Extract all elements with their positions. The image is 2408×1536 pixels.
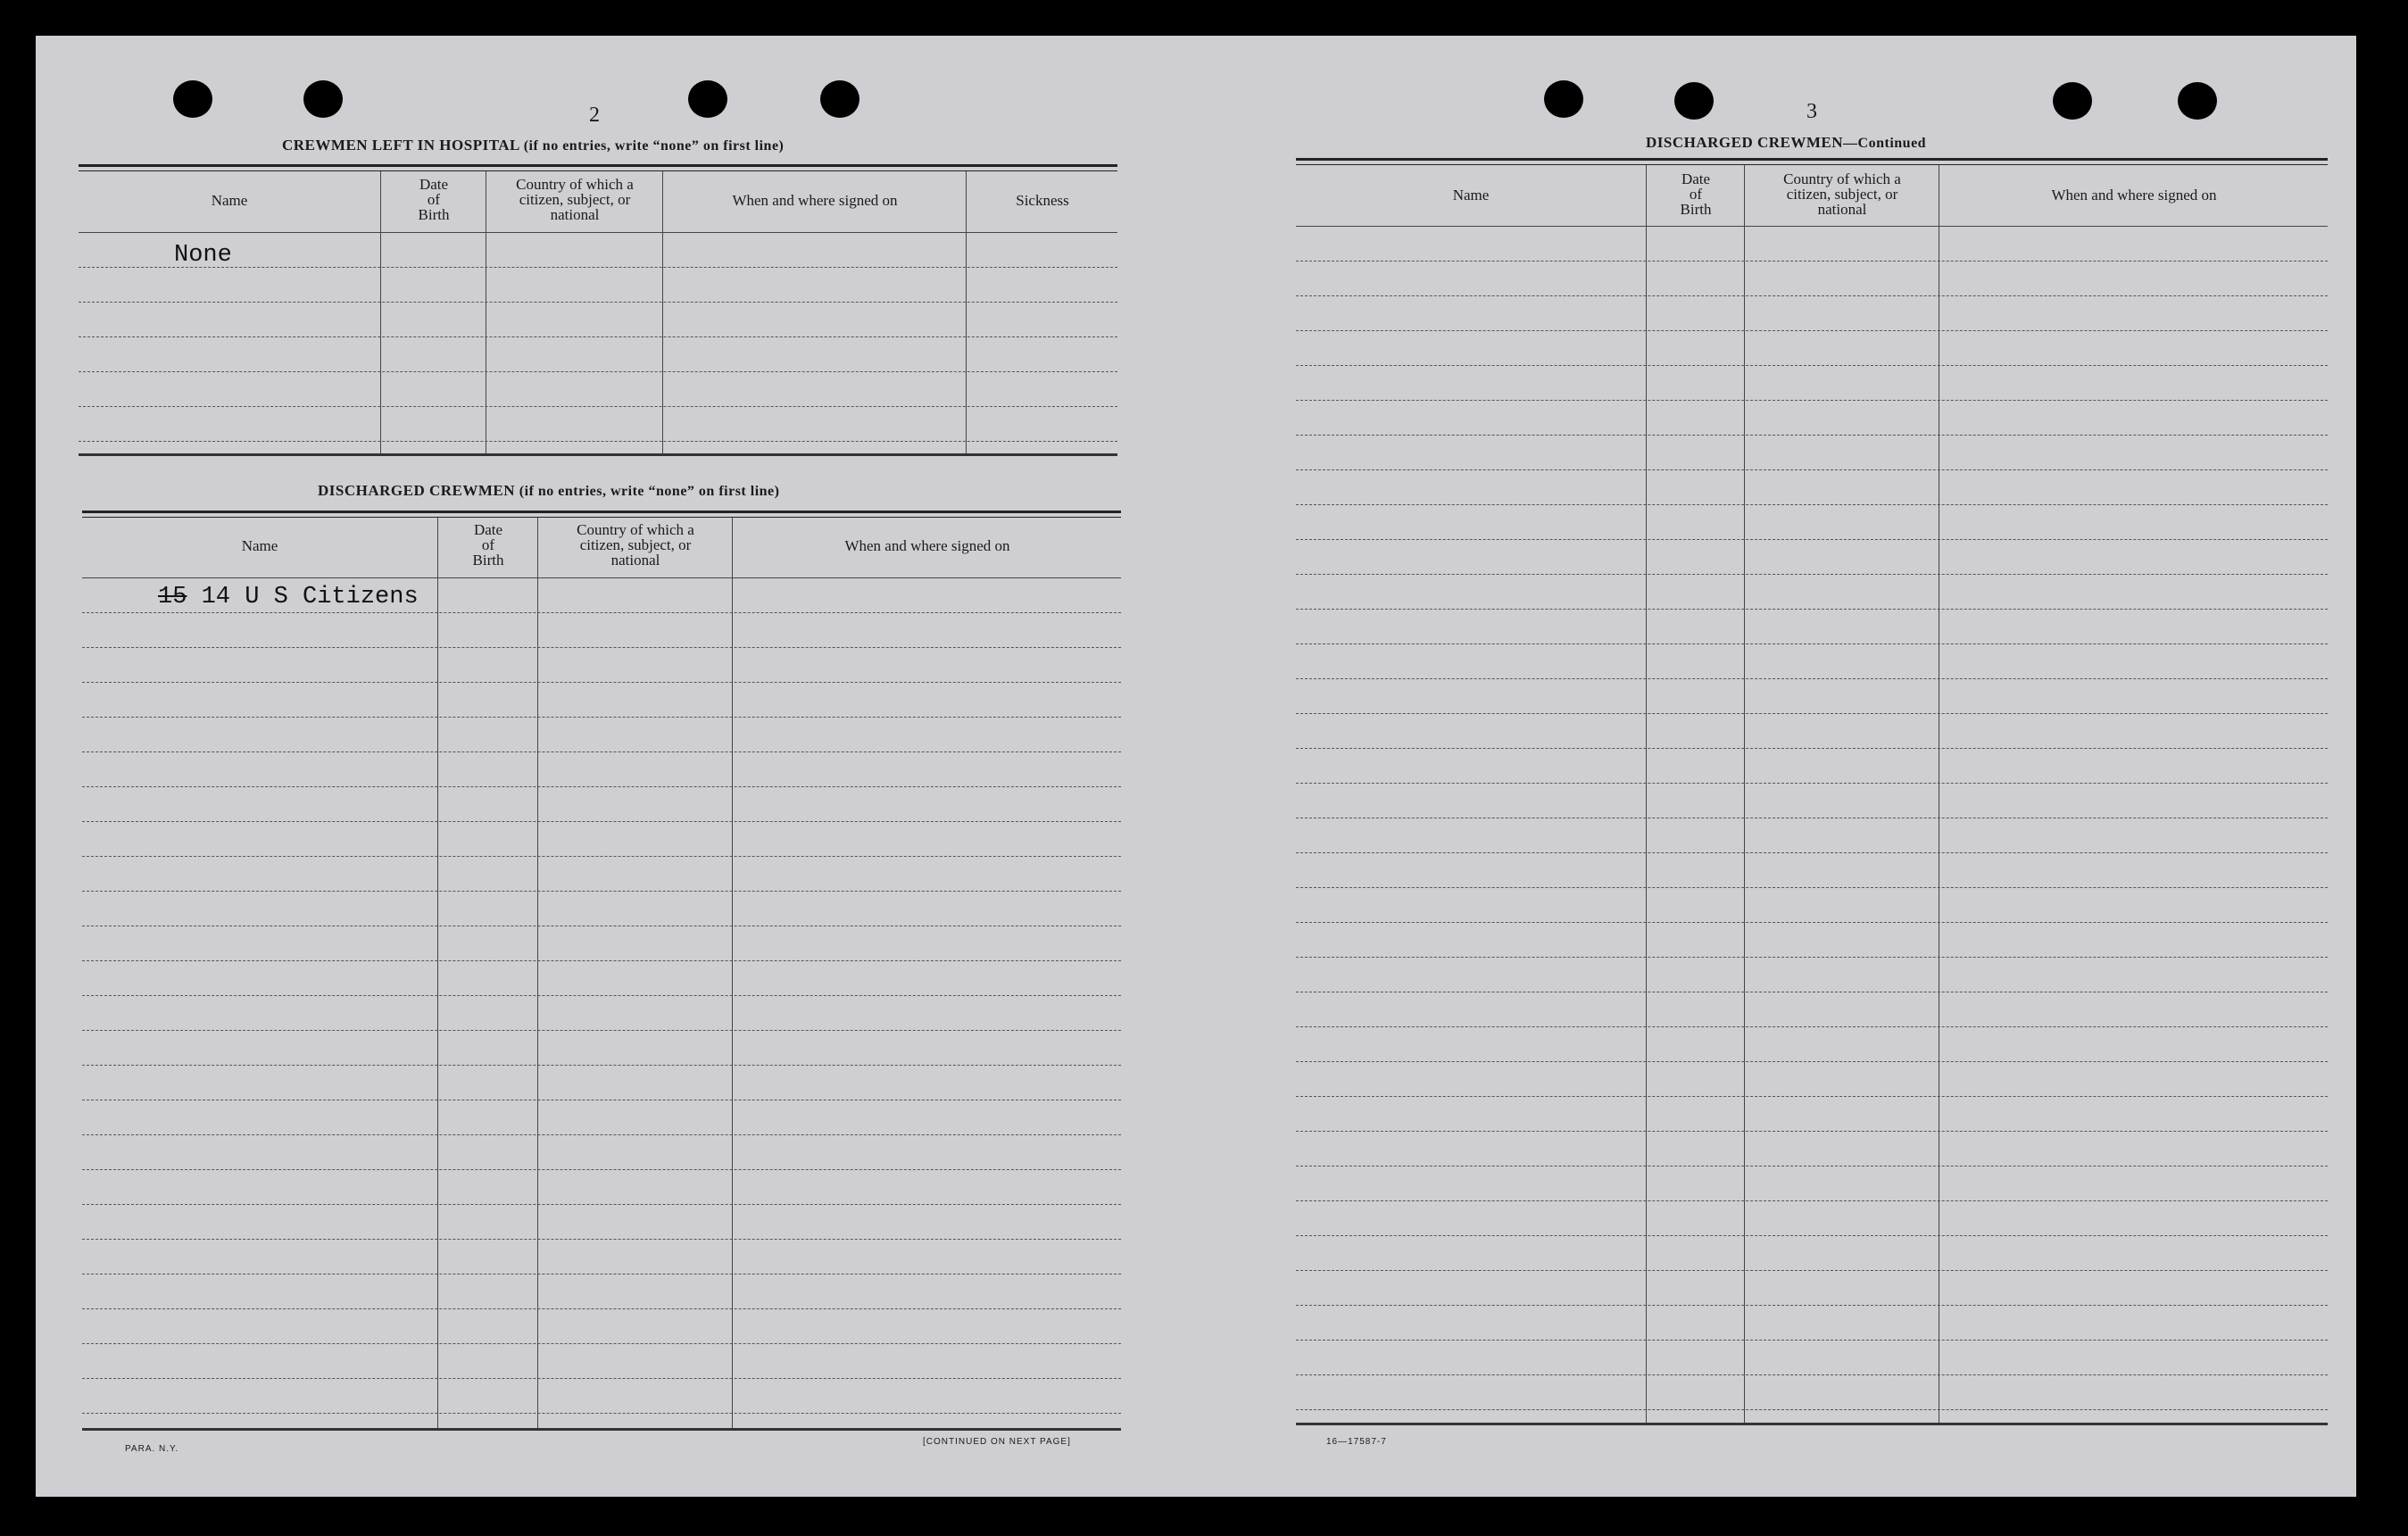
row-line xyxy=(82,717,1121,718)
row-line xyxy=(1296,330,2328,331)
form-number: 16—17587-7 xyxy=(1326,1437,1387,1447)
row-line xyxy=(82,682,1121,683)
row-line xyxy=(1296,261,2328,262)
punch-hole xyxy=(2178,82,2217,120)
row-line xyxy=(1296,1235,2328,1236)
column-line xyxy=(1744,165,1745,1423)
row-line xyxy=(1296,1061,2328,1062)
section-rule xyxy=(82,517,1121,518)
punch-hole xyxy=(2053,82,2092,120)
row-line xyxy=(1296,1340,2328,1341)
punch-hole xyxy=(303,80,343,118)
row-line xyxy=(79,371,1117,372)
row-line xyxy=(1296,887,2328,888)
page-number: 3 xyxy=(1806,100,1817,123)
header-country: Country of which a citizen, subject, or national xyxy=(577,521,694,569)
header-divider xyxy=(82,577,1121,578)
row-line xyxy=(82,1065,1121,1066)
row-line xyxy=(1296,748,2328,749)
row-line xyxy=(1296,1166,2328,1167)
column-line xyxy=(1646,165,1647,1423)
discharged-subtitle-text: (if no entries, write “none” on first line) xyxy=(519,484,780,499)
header-name: Name xyxy=(211,192,248,209)
header-when-where: When and where signed on xyxy=(844,537,1010,554)
column-line xyxy=(966,171,967,453)
row-line xyxy=(1296,783,2328,784)
row-line xyxy=(82,995,1121,996)
row-line xyxy=(1296,609,2328,610)
discharged-section-title xyxy=(318,482,779,500)
row-line xyxy=(82,891,1121,892)
header-divider xyxy=(79,232,1117,233)
row-line xyxy=(82,647,1121,648)
row-line xyxy=(79,302,1117,303)
header-country: Country of which a citizen, subject, or national xyxy=(1783,170,1901,218)
table-bottom-rule xyxy=(79,453,1117,456)
entry-text: 14 U S Citizens xyxy=(201,584,419,610)
section-rule xyxy=(79,170,1117,171)
row-line xyxy=(1296,713,2328,714)
section-rule xyxy=(82,511,1121,513)
row-line xyxy=(1296,469,2328,470)
row-line xyxy=(1296,574,2328,575)
hospital-first-entry: None xyxy=(174,242,232,269)
row-line xyxy=(1296,643,2328,644)
left-page xyxy=(36,36,1196,1497)
header-name: Name xyxy=(241,537,278,554)
row-line xyxy=(82,856,1121,857)
row-line xyxy=(1296,400,2328,401)
header-when-where: When and where signed on xyxy=(2051,187,2217,203)
table-bottom-rule xyxy=(1296,1423,2328,1425)
row-line xyxy=(79,406,1117,407)
row-line xyxy=(82,1239,1121,1240)
row-line xyxy=(1296,1305,2328,1306)
row-line xyxy=(1296,504,2328,505)
row-line xyxy=(82,612,1121,613)
column-line xyxy=(437,518,438,1428)
header-divider xyxy=(1296,226,2328,227)
continued-note: [CONTINUED ON NEXT PAGE] xyxy=(923,1437,1071,1447)
header-when-where: When and where signed on xyxy=(732,192,898,209)
table-bottom-rule xyxy=(82,1428,1121,1431)
punch-hole xyxy=(1674,82,1714,120)
section-rule xyxy=(1296,164,2328,165)
row-line xyxy=(82,1378,1121,1379)
header-date-of-birth: Date of Birth xyxy=(472,521,504,569)
row-line xyxy=(82,1030,1121,1031)
row-line xyxy=(1296,1200,2328,1201)
discharged-continued-title xyxy=(1646,134,1926,152)
row-line xyxy=(1296,678,2328,679)
header-date-of-birth: Date of Birth xyxy=(418,176,450,223)
row-line xyxy=(1296,1270,2328,1271)
row-line xyxy=(1296,295,2328,296)
row-line xyxy=(1296,365,2328,366)
column-line xyxy=(662,171,663,453)
column-line xyxy=(537,518,538,1428)
document-sheet xyxy=(36,36,2356,1497)
row-line xyxy=(82,1204,1121,1205)
row-line xyxy=(1296,852,2328,853)
punch-hole xyxy=(688,80,727,118)
punch-hole xyxy=(1544,80,1583,118)
row-line xyxy=(82,751,1121,752)
row-line xyxy=(82,1308,1121,1309)
row-line xyxy=(1296,957,2328,958)
section-rule xyxy=(79,164,1117,167)
header-name: Name xyxy=(1452,187,1490,203)
discharged-title-text: DISCHARGED CREWMEN xyxy=(318,482,516,499)
row-line xyxy=(82,786,1121,787)
row-line xyxy=(82,1343,1121,1344)
row-line xyxy=(82,821,1121,822)
header-country: Country of which a citizen, subject, or national xyxy=(516,176,634,223)
discharged-first-entry xyxy=(158,584,419,610)
section-rule xyxy=(1296,158,2328,161)
punch-hole xyxy=(820,80,859,118)
row-line xyxy=(1296,539,2328,540)
hospital-section-title xyxy=(282,137,784,154)
row-line xyxy=(1296,1409,2328,1410)
title-suffix: —Continued xyxy=(1843,136,1927,151)
row-line xyxy=(82,1413,1121,1414)
row-line xyxy=(79,267,1117,268)
row-line xyxy=(1296,922,2328,923)
right-page xyxy=(1196,36,2356,1497)
header-date-of-birth: Date of Birth xyxy=(1680,170,1712,218)
hospital-title-text: CREWMEN LEFT IN HOSPITAL xyxy=(282,137,519,154)
page-number: 2 xyxy=(589,104,600,127)
struck-out-number: 15 xyxy=(158,584,187,610)
row-line xyxy=(1296,1131,2328,1132)
printer-mark: PARA. N.Y. xyxy=(125,1444,179,1454)
row-line xyxy=(1296,1096,2328,1097)
row-line xyxy=(79,441,1117,442)
header-sickness: Sickness xyxy=(1016,192,1069,209)
title-text: DISCHARGED CREWMEN xyxy=(1646,134,1844,151)
hospital-subtitle-text: (if no entries, write “none” on first line) xyxy=(523,138,785,154)
column-line xyxy=(380,171,381,453)
column-line xyxy=(732,518,733,1428)
row-line xyxy=(82,1134,1121,1135)
row-line xyxy=(82,1169,1121,1170)
row-line xyxy=(1296,1374,2328,1375)
row-line xyxy=(82,960,1121,961)
row-line xyxy=(1296,435,2328,436)
row-line xyxy=(1296,1026,2328,1027)
row-line xyxy=(79,336,1117,337)
punch-hole xyxy=(173,80,212,118)
